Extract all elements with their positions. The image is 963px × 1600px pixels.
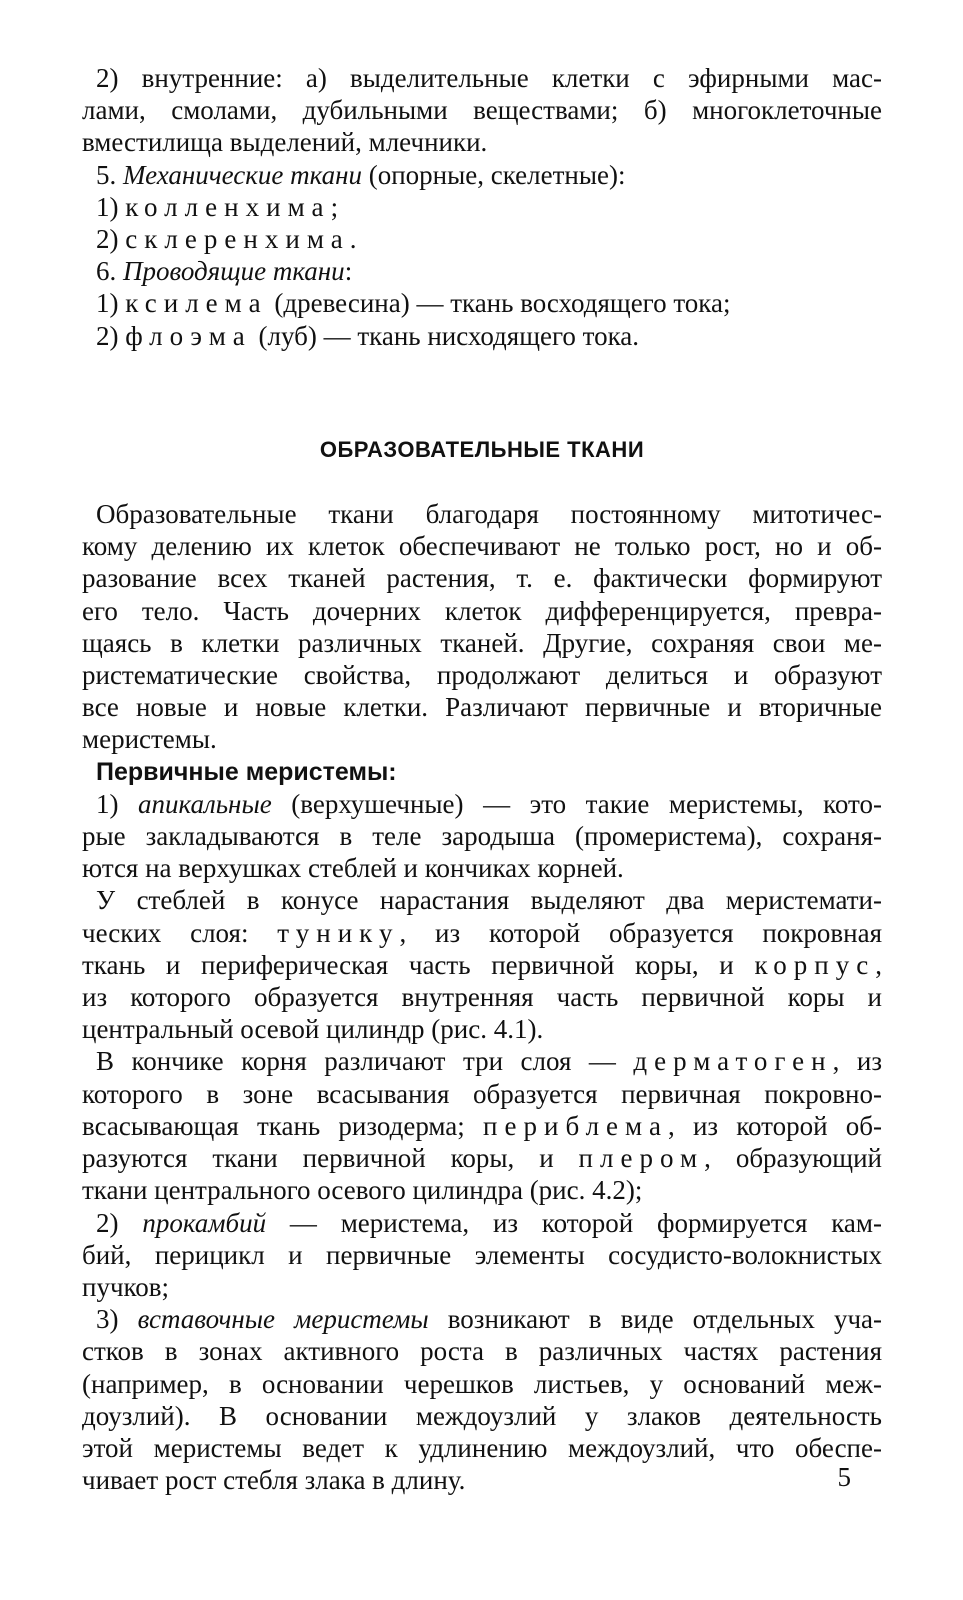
- italic-term: Механические ткани: [123, 159, 362, 190]
- text-span: разуются ткани первичной коры, и: [82, 1143, 579, 1174]
- item-text: .: [349, 224, 357, 255]
- item-text: :: [344, 256, 353, 287]
- text-line: доузлий). В основании междоузлий у злаков деятельность: [82, 1400, 882, 1431]
- text-span: В кончике корня различают три слоя —: [96, 1046, 634, 1077]
- text-span: , образующий: [704, 1143, 882, 1174]
- text-line: меристемы.: [82, 724, 217, 755]
- text-line: ткани центрального осевого цилиндра (рис. 4.2);: [82, 1175, 643, 1206]
- intro-paragraph: [82, 498, 882, 756]
- text-line: стков в зонах активного роста в различных частях растения: [82, 1336, 882, 1367]
- spaced-term: колленхима: [125, 191, 331, 222]
- root-layers-paragraph: [82, 1045, 882, 1206]
- apical-meristems-item: [82, 788, 882, 885]
- item-text: возникают в виде отдельных уча-: [428, 1304, 883, 1335]
- italic-term: апикальные: [138, 788, 272, 819]
- item-number: 2): [96, 224, 126, 255]
- text-line: этой меристемы ведет к удлинению междоузлий, что обеспе-: [82, 1432, 882, 1463]
- list-item-mechanical-tissues: [82, 159, 882, 191]
- italic-term: Проводящие ткани: [123, 256, 345, 287]
- item-number: 2): [96, 1207, 143, 1238]
- item-text: (верхушечные) — это такие меристемы, кото-: [271, 788, 882, 819]
- text-span: ческих слоя:: [82, 917, 278, 948]
- text-line: рые закладываются в теле зародыша (промеристема), сохраня-: [82, 821, 882, 852]
- item-text: (опорные, скелетные):: [361, 159, 626, 190]
- text-line: ются на верхушках стеблей и кончиках корней.: [82, 853, 624, 884]
- internal-secretory-item: [82, 62, 882, 159]
- spaced-term: корпус: [754, 949, 876, 980]
- spaced-term: тунику: [277, 917, 400, 948]
- item-number: 1): [96, 288, 126, 319]
- spaced-term: дерматоген: [633, 1046, 833, 1077]
- text-span: , из которой об-: [668, 1110, 882, 1141]
- stem-layers-paragraph: [82, 884, 882, 1045]
- text-span: ткань и периферическая часть первичной коры, и: [82, 949, 755, 980]
- item-number: 5.: [96, 159, 123, 190]
- text-line: ристематические свойства, продолжают делиться и образуют: [82, 660, 882, 691]
- text-span: , из которой образуется покровная: [399, 917, 882, 948]
- text-line: щаясь в клетки различных тканей. Другие, сохраняя свои ме-: [82, 627, 882, 658]
- item-text: — меристема, из которой формируется кам-: [266, 1207, 882, 1238]
- text-line: [82, 1045, 882, 1077]
- item-number: 2): [96, 320, 126, 351]
- spaced-term: склеренхима: [125, 224, 350, 255]
- text-line: его тело. Часть дочерних клеток дифференцируется, превра-: [82, 595, 882, 626]
- procambium-item: [82, 1207, 882, 1304]
- text-span: всасывающая ткань ризодерма;: [82, 1110, 484, 1141]
- spaced-term: флоэма: [125, 320, 252, 351]
- spaced-term: периблема: [483, 1110, 668, 1141]
- item-number: 3): [96, 1304, 138, 1335]
- text-line: центральный осевой цилиндр (рис. 4.1).: [82, 1014, 544, 1045]
- text-line: чивает рост стебля злака в длину.: [82, 1465, 466, 1496]
- list-item-collenchyma: [82, 191, 882, 223]
- item-number: 1): [96, 788, 139, 819]
- item-text: (древесина) — ткань восходящего тока;: [267, 288, 731, 319]
- item-number: 1): [96, 191, 126, 222]
- text-line: [82, 1110, 882, 1142]
- text-line: все новые и новые клетки. Различают первичные и вторичные: [82, 692, 882, 723]
- list-item-xylem: [82, 287, 882, 319]
- text-line: кому делению их клеток обеспечивают не только рост, но и об-: [82, 531, 882, 562]
- text-line: [82, 1142, 882, 1174]
- intercalary-meristems-item: [82, 1303, 882, 1496]
- text-line: вместилища выделений, млечники.: [82, 127, 488, 158]
- text-line: У стеблей в конусе нарастания выделяют два меристемати-: [96, 885, 882, 916]
- text-line: бий, перицикл и первичные элементы сосудисто-волокнистых: [82, 1239, 882, 1270]
- text-line: которого в зоне всасывания образуется первичная покровно-: [82, 1078, 882, 1109]
- list-item-sclerenchyma: [82, 223, 882, 255]
- page-number: 5: [837, 1462, 851, 1492]
- text-line: [82, 1303, 882, 1335]
- text-span: ,: [875, 949, 882, 980]
- spaced-term: ксилема: [125, 288, 268, 319]
- text-line: 2) внутренние: а) выделительные клетки с эфирными мас-: [96, 63, 882, 93]
- text-line: [82, 949, 882, 981]
- text-line: (например, в основании черешков листьев, у оснований меж-: [82, 1368, 882, 1399]
- italic-term: прокамбий: [142, 1207, 267, 1238]
- primary-meristems-heading: Первичные меристемы:: [96, 757, 397, 786]
- list-item-phloem: [82, 320, 882, 352]
- item-text: ;: [330, 191, 339, 222]
- section-title: ОБРАЗОВАТЕЛЬНЫЕ ТКАНИ: [319, 436, 645, 462]
- text-line: из которого образуется внутренняя часть первичной коры и: [82, 982, 882, 1013]
- item-text: (луб) — ткань нисходящего тока.: [251, 320, 640, 351]
- text-line: Образовательные ткани благодаря постоянному митотичес-: [96, 499, 882, 530]
- text-span: , из: [832, 1046, 882, 1077]
- page-body: [82, 62, 882, 1496]
- text-line: [82, 917, 882, 949]
- text-line: разование всех тканей растения, т. е. фактически формируют: [82, 563, 882, 594]
- italic-term: вставочные меристемы: [137, 1304, 429, 1335]
- item-number: 6.: [96, 256, 123, 287]
- text-line: лами, смолами, дубильными веществами; б) многоклеточные: [82, 95, 882, 126]
- text-line: [82, 1207, 882, 1239]
- spaced-term: плером: [578, 1143, 705, 1174]
- text-line: пучков;: [82, 1271, 170, 1302]
- list-item-conducting-tissues: [82, 255, 882, 287]
- text-line: [82, 788, 882, 820]
